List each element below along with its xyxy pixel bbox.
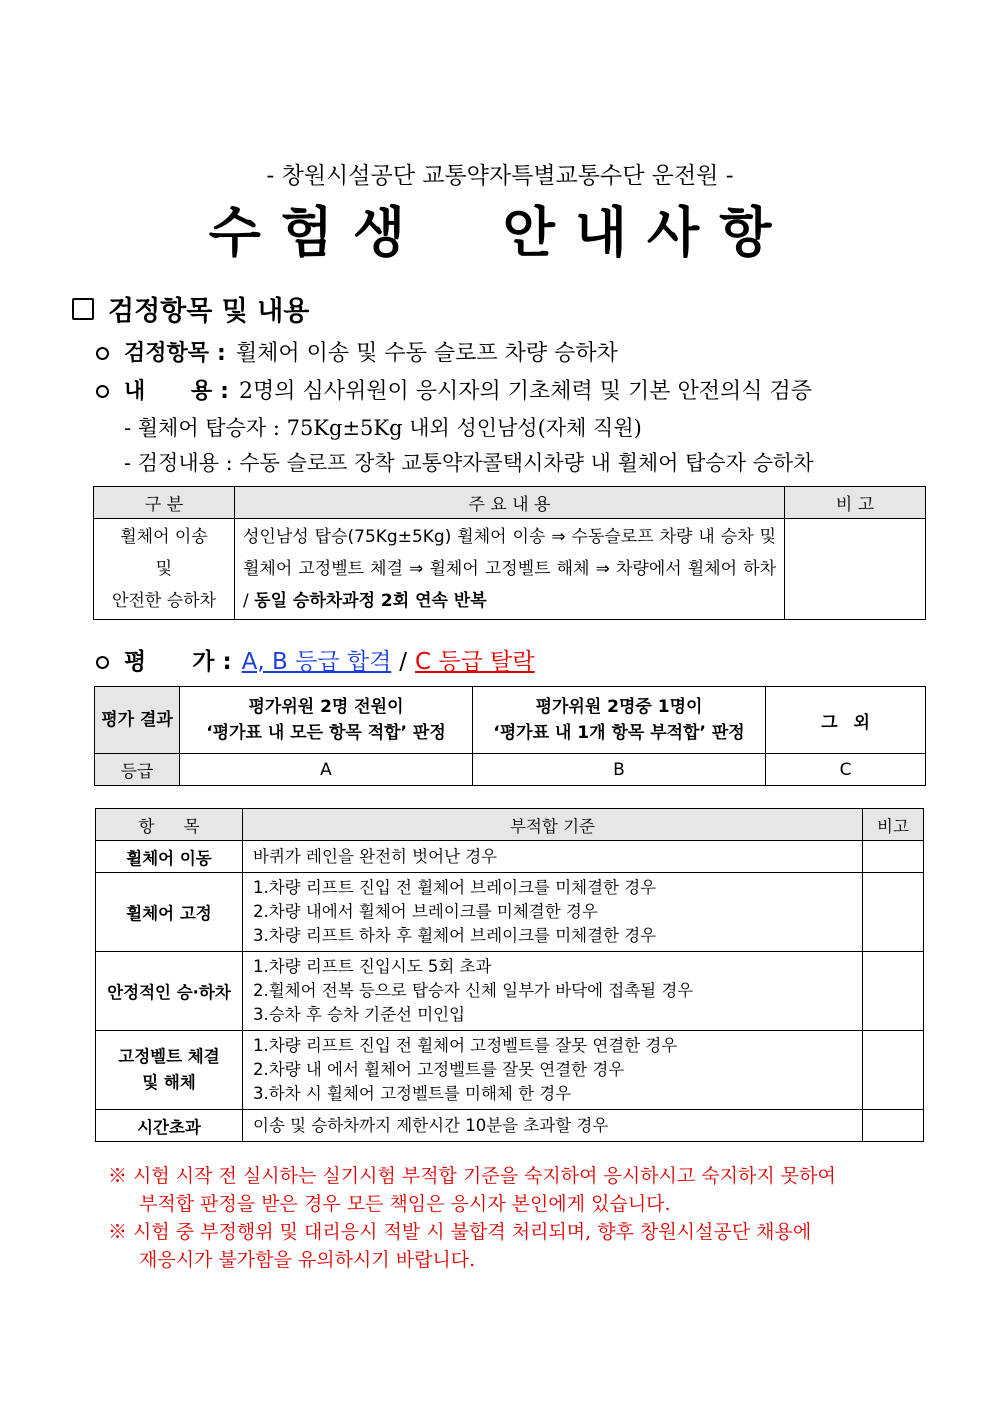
criteria-line: 평가위원 2명중 1명이 [535, 697, 703, 717]
table-row [96, 1110, 924, 1142]
note-line: ※ 시험 시작 전 실시하는 실기시험 부적합 기준을 숙지하여 응시하시고 숙지하지 못하여 [108, 1165, 836, 1187]
criteria-line: 3.하차 시 휠체어 고정벨트를 미해체 한 경우 [253, 1084, 572, 1103]
document-subtitle: - 창원시설공단 교통약자특별교통수단 운전원 - [266, 163, 734, 189]
criteria-line: 1.차량 리프트 진입 전 휠체어 고정벨트를 잘못 연결한 경우 [253, 1036, 678, 1055]
item-name-cell: 휠체어 고정 [96, 873, 243, 952]
checkbox-icon [72, 298, 94, 320]
criteria-line: 1.차량 리프트 진입시도 5회 초과 [253, 957, 492, 976]
item-exam-subject [96, 336, 618, 367]
criteria-cell [243, 952, 863, 1031]
criteria-cell [243, 873, 863, 952]
content-table [93, 486, 926, 620]
fail-grade: C 등급 탈락 [415, 649, 535, 675]
circle-bullet-icon [96, 656, 109, 669]
note-misconduct [108, 1218, 811, 1274]
item-label: 검정항목 [124, 341, 210, 366]
item-separator: : [222, 649, 232, 675]
header-note: 비 고 [785, 487, 926, 519]
item-content [96, 374, 812, 405]
criteria-line: ‘평가표 내 1개 항목 부적합’ 판정 [493, 723, 745, 743]
grade-table [94, 686, 926, 786]
circle-bullet-icon [96, 347, 109, 360]
remarks-cell [863, 1031, 924, 1110]
section-heading [72, 289, 309, 328]
grade-cell: B [473, 754, 766, 786]
criteria-line: 2.차량 내에서 휠체어 브레이크를 미체결한 경우 [253, 902, 598, 921]
title-part1: 수험생 [208, 201, 426, 264]
criteria-cell [243, 1110, 863, 1142]
criteria-one-fail [473, 687, 766, 754]
pass-grades: A, B 등급 합격 [241, 649, 392, 675]
criteria-line: 1.차량 리프트 진입 전 휠체어 브레이크를 미체결한 경우 [253, 878, 657, 897]
table-row [95, 754, 926, 786]
table-header-row [94, 487, 926, 519]
table-row [96, 952, 924, 1031]
item-name-cell: 고정벨트 체결 및 해체 [96, 1031, 243, 1110]
table-row [96, 1031, 924, 1110]
grade-cell: C [766, 754, 926, 786]
criteria-line: 3.차량 리프트 하차 후 휠체어 브레이크를 미체결한 경우 [253, 926, 657, 945]
note-line: 부적합 판정을 받은 경우 모든 책임은 응시자 본인에게 있습니다. [139, 1193, 671, 1215]
table-row [95, 687, 926, 754]
item-separator: : [217, 341, 226, 366]
criteria-line: 2.차량 내 에서 휠체어 고정벨트를 잘못 연결한 경우 [253, 1060, 625, 1079]
item-label: 평 가 [124, 649, 215, 675]
grade-label-cell: 등급 [95, 754, 180, 786]
table-row [94, 519, 926, 620]
category-cell [94, 519, 235, 620]
grade-cell: A [180, 754, 473, 786]
content-text: 성인남성 탑승(75Kg±5Kg) 휠체어 이송 ⇒ 수동슬로프 차량 내 승차 및 휠체어 고정벨트 체결 ⇒ 휠체어 고정벨트 해체 ⇒ 차량에서 휠체어 하차 / [243, 527, 776, 611]
criteria-line: 2.휠체어 전복 등으로 탑승자 신체 일부가 바닥에 접촉될 경우 [253, 981, 694, 1000]
slash: / [399, 649, 408, 675]
criteria-line: 이송 및 승하차까지 제한시간 10분을 초과할 경우 [253, 1115, 609, 1135]
header-remarks: 비고 [863, 809, 924, 841]
header-category: 구 분 [94, 487, 235, 519]
section-title: 검정항목 및 내용 [108, 296, 310, 327]
item-name-cell: 시간초과 [96, 1110, 243, 1142]
table-header-row [96, 809, 924, 841]
remarks-cell [863, 873, 924, 952]
failure-criteria-table [95, 808, 924, 1142]
criteria-line: 평가위원 2명 전원이 [248, 697, 404, 717]
item-name-cell: 안정적인 승·하차 [96, 952, 243, 1031]
note-cell [785, 519, 926, 620]
header-main-content: 주 요 내 용 [235, 487, 785, 519]
document-title [0, 190, 1000, 267]
table-row [96, 873, 924, 952]
category-line: 휠체어 이송 [120, 527, 208, 547]
note-line: 재응시가 불가함을 유의하시기 바랍니다. [139, 1249, 476, 1271]
sub-item-passenger: - 휠체어 탑승자 : 75Kg±5Kg 내외 성인남성(자체 직원) [124, 416, 642, 440]
item-separator: : [220, 379, 229, 404]
criteria-cell [243, 1031, 863, 1110]
criteria-line: ‘평가표 내 모든 항목 적합’ 판정 [206, 723, 446, 743]
sub-item-exam-content: - 검정내용 : 수동 슬로프 장착 교통약자콜택시차량 내 휠체어 탑승자 승하차 [124, 451, 814, 475]
remarks-cell [863, 1110, 924, 1142]
content-bold-text: 동일 승하차과정 2회 연속 반복 [254, 591, 487, 611]
criteria-cell [243, 841, 863, 873]
criteria-other: 그 외 [766, 687, 926, 754]
note-line: ※ 시험 중 부정행위 및 대리응시 적발 시 불합격 처리되며, 향후 창원시설공단 채용에 [108, 1221, 812, 1243]
criteria-line: 바퀴가 레인을 완전히 벗어난 경우 [253, 846, 498, 866]
item-label: 내 용 [124, 379, 213, 404]
table-row [96, 841, 924, 873]
item-text: 2명의 심사위원이 응시자의 기초체력 및 기본 안전의식 검증 [238, 379, 812, 404]
title-part2: 안내사항 [502, 201, 792, 264]
result-label-cell: 평가 결과 [95, 687, 180, 754]
category-line: 및 [155, 559, 173, 579]
criteria-line: 3.승차 후 승차 기준선 미인입 [253, 1005, 466, 1024]
category-line: 안전한 승하차 [112, 591, 216, 611]
item-name-cell: 휠체어 이동 [96, 841, 243, 873]
circle-bullet-icon [96, 385, 109, 398]
header-criteria: 부적합 기준 [243, 809, 863, 841]
item-text: 휠체어 이송 및 수동 슬로프 차량 승하차 [235, 341, 618, 366]
header-item: 항 목 [96, 809, 243, 841]
criteria-all-pass [180, 687, 473, 754]
note-responsibility [108, 1162, 836, 1218]
main-content-cell [235, 519, 785, 620]
remarks-cell [863, 841, 924, 873]
remarks-cell [863, 952, 924, 1031]
item-evaluation [96, 643, 535, 676]
